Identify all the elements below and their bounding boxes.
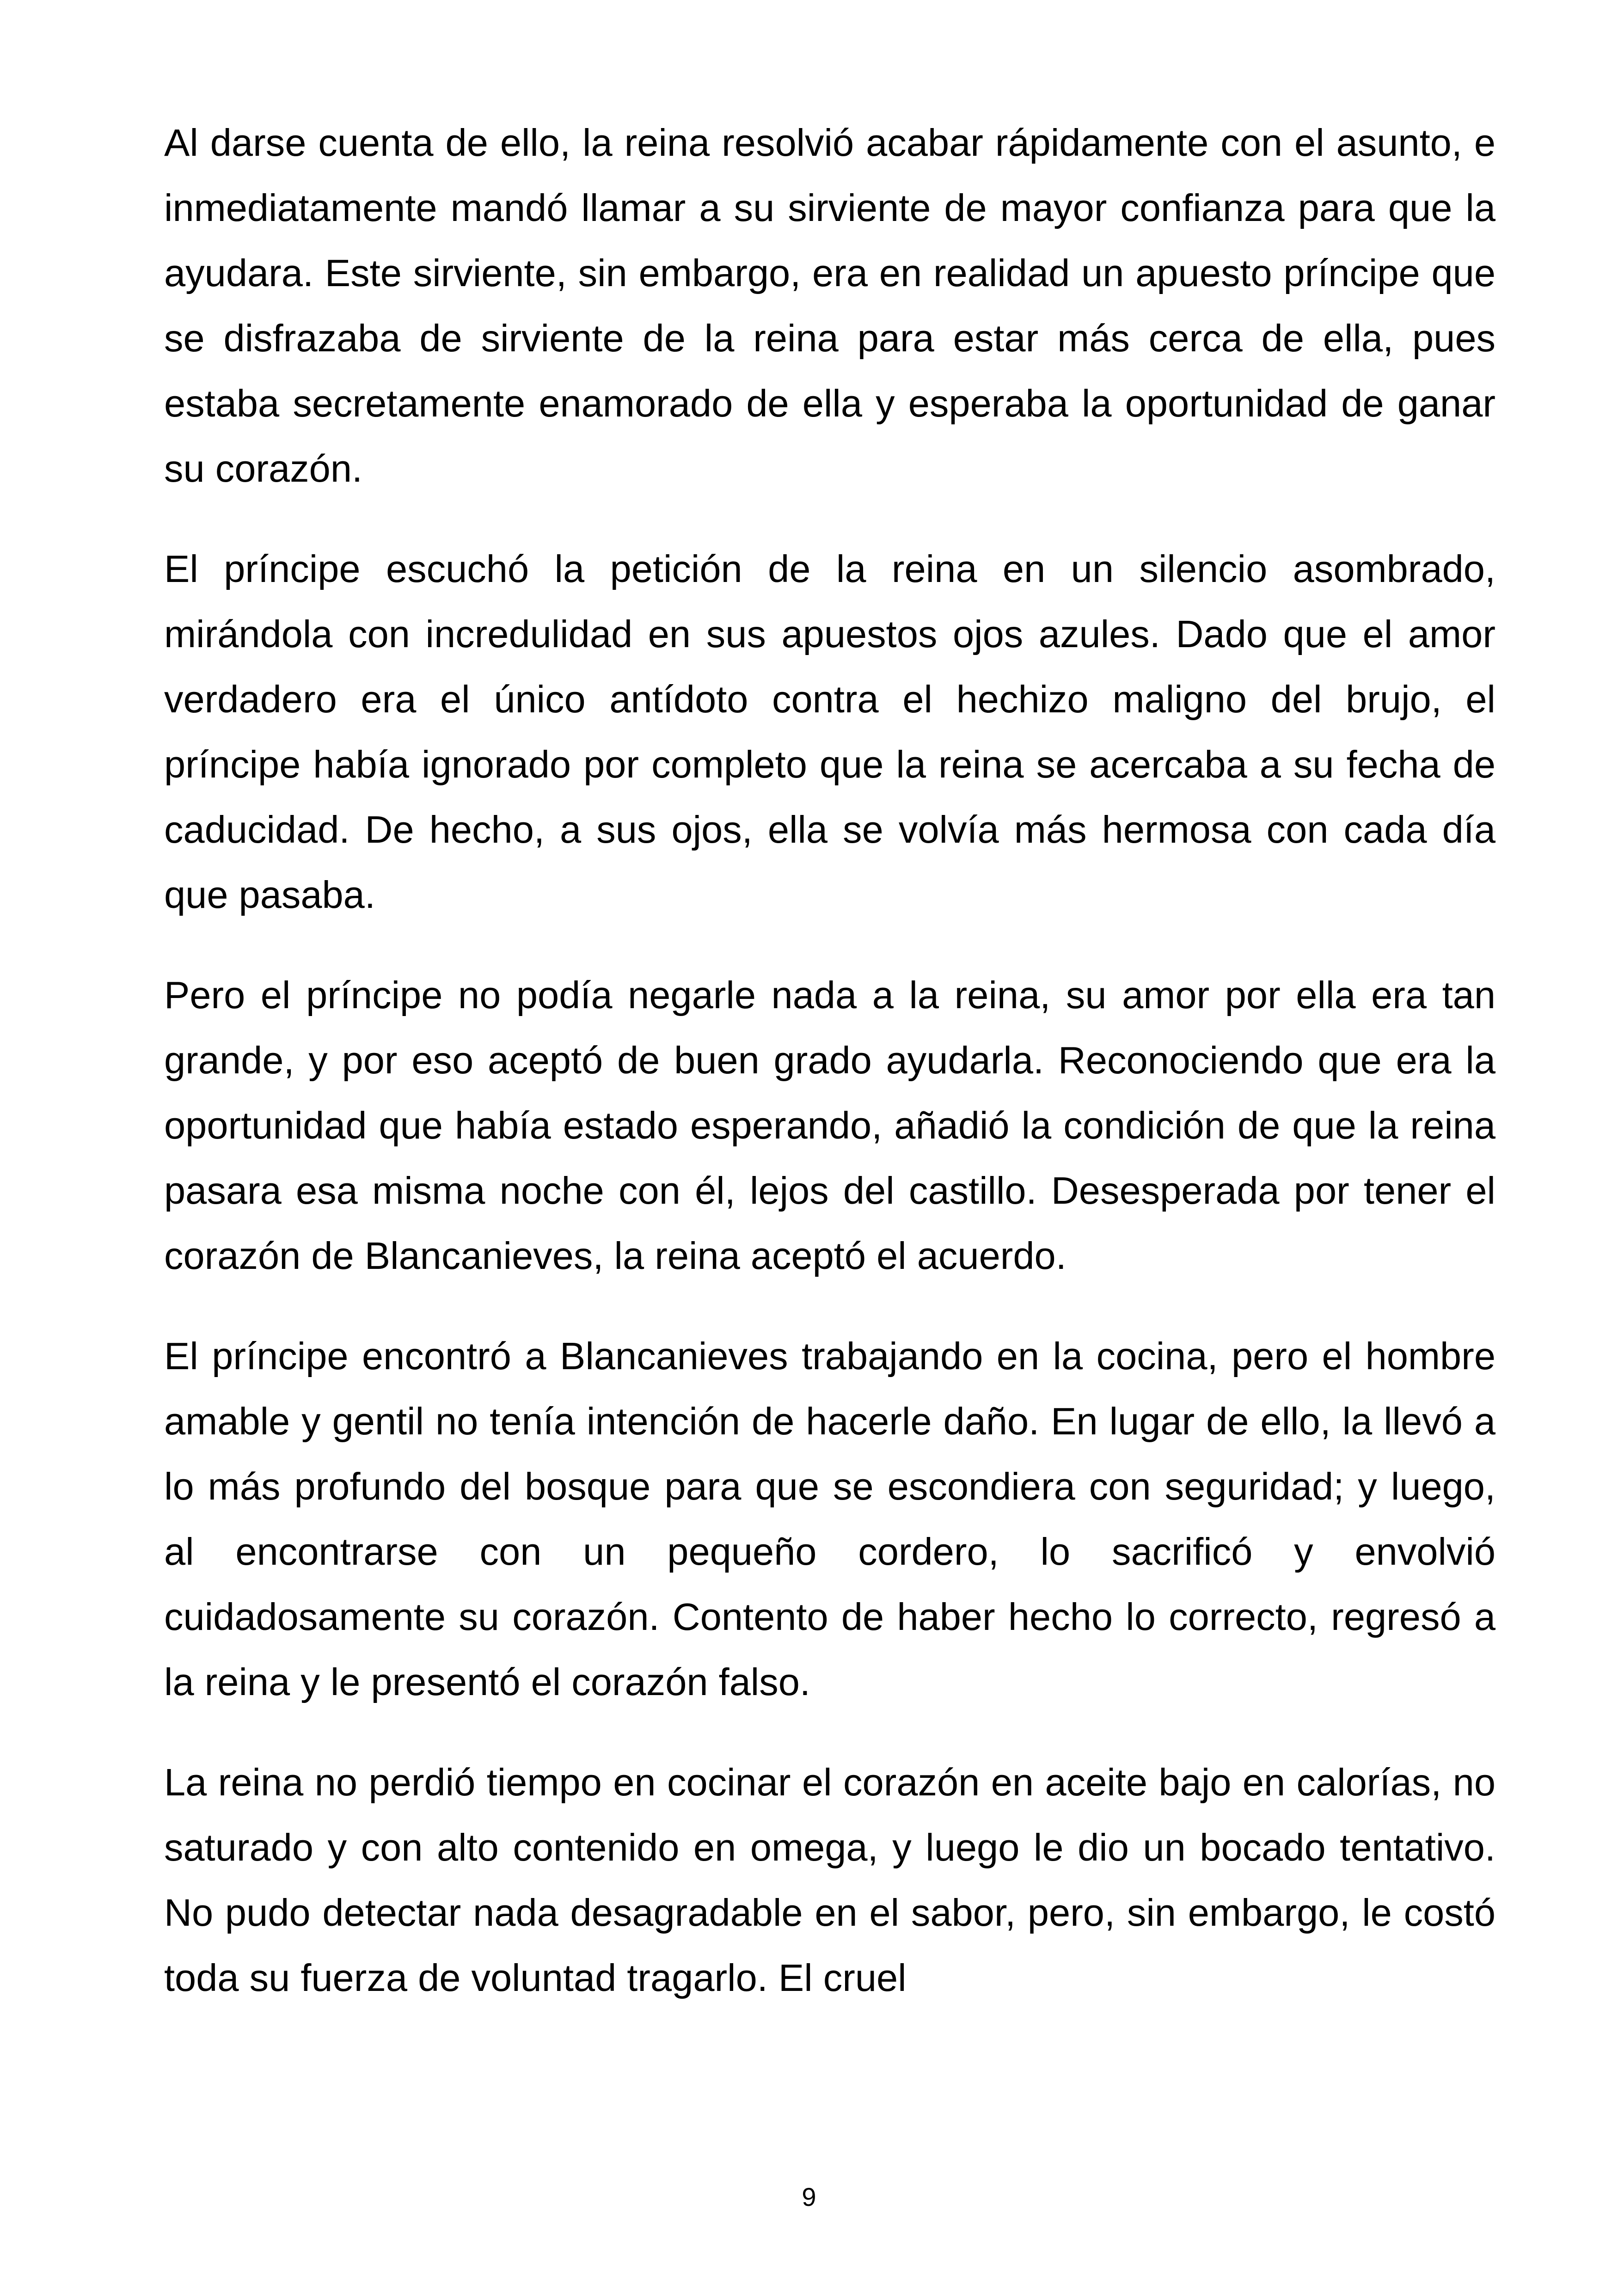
page-body	[164, 110, 1495, 2045]
paragraph-2: El príncipe escuchó la petición de la reina en un silencio asombrado, mirándola con incredulidad en sus apuestos ojos azules. Dado que el amor verdadero era el único antídoto contra el hechizo maligno del brujo, el príncipe había ignorado por completo que la reina se acercaba a su fecha de caducidad. De hecho, a sus ojos, ella se volvía más hermosa con cada día que pasaba.	[164, 547, 1495, 916]
paragraph-3: Pero el príncipe no podía negarle nada a la reina, su amor por ella era tan grande, y por eso aceptó de buen grado ayudarla. Reconociendo que era la oportunidad que había estado esperando, añadió la condición de que la reina pasara esa misma noche con él, lejos del castillo. Desesperada por tener el corazón de Blancanieves, la reina aceptó el acuerdo.	[164, 974, 1495, 1277]
page-number: 9	[802, 2182, 816, 2211]
paragraph-4: El príncipe encontró a Blancanieves trabajando en la cocina, pero el hombre amable y gentil no tenía intención de hacerle daño. En lugar de ello, la llevó a lo más profundo del bosque para que se escondiera con seguridad; y luego, al encontrarse con un pequeño cordero, lo sacrificó y envolvió cuidadosamente su corazón. Contento de haber hecho lo correcto, regresó a la reina y le presentó el corazón falso.	[164, 1335, 1495, 1703]
paragraph-5: La reina no perdió tiempo en cocinar el corazón en aceite bajo en calorías, no saturado y con alto contenido en omega, y luego le dio un bocado tentativo. No pudo detectar nada desagradable en el sabor, pero, sin embargo, le costó toda su fuerza de voluntad tragarlo. El cruel	[164, 1761, 1495, 1999]
paragraph-1: Al darse cuenta de ello, la reina resolvió acabar rápidamente con el asunto, e inmediatamente mandó llamar a su sirviente de mayor confianza para que la ayudara. Este sirviente, sin embargo, era en realidad un apuesto príncipe que se disfrazaba de sirviente de la reina para estar más cerca de ella, pues estaba secretamente enamorado de ella y esperaba la oportunidad de ganar su corazón.	[164, 121, 1495, 490]
